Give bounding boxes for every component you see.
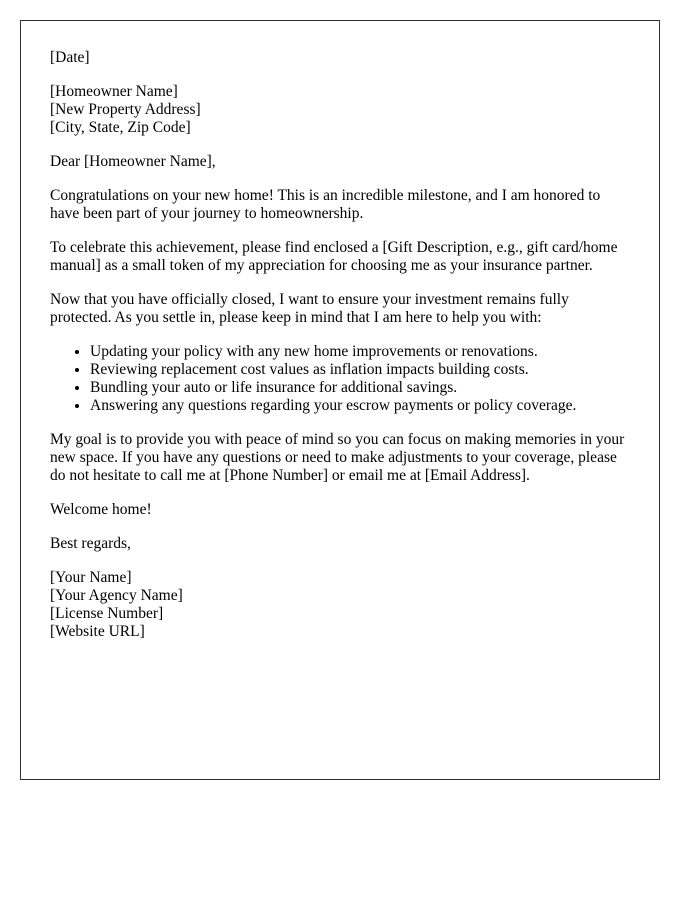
closing-line: Best regards, — [50, 535, 131, 552]
letter-date: [Date] — [50, 49, 90, 66]
list-item: • Reviewing replacement cost values as inflation impacts building costs. — [90, 361, 630, 379]
recipient-address: [New Property Address] — [50, 101, 201, 118]
list-item: • Bundling your auto or life insurance for additional savings. — [90, 379, 630, 397]
signature-block — [50, 569, 630, 641]
protection-paragraph: Now that you have officially closed, I want to ensure your investment remains fully protected. As you settle in, please keep in mind that I am here to help you with: — [50, 291, 569, 326]
letter-page — [20, 20, 660, 780]
welcome-line: Welcome home! — [50, 501, 152, 518]
signature-website: [Website URL] — [50, 623, 145, 640]
gift-paragraph: To celebrate this achievement, please find enclosed a [Gift Description, e.g., gift card/home manual] as a small token of my appreciation for choosing me as your insurance partner. — [50, 239, 618, 274]
signature-name: [Your Name] — [50, 569, 132, 586]
services-list — [50, 343, 630, 415]
goal-paragraph: My goal is to provide you with peace of mind so you can focus on making memories in your new space. If you have any questions or need to make adjustments to your coverage, please do not hesitate to call me at [Phone Number] or email me at [Email Address]. — [50, 431, 625, 484]
signature-agency: [Your Agency Name] — [50, 587, 183, 604]
recipient-city-state-zip: [City, State, Zip Code] — [50, 119, 191, 136]
congratulations-paragraph: Congratulations on your new home! This is an incredible milestone, and I am honored to have been part of your journey to homeownership. — [50, 187, 601, 222]
recipient-block — [50, 83, 630, 137]
list-item: • Answering any questions regarding your escrow payments or policy coverage. — [90, 397, 630, 415]
list-item: • Updating your policy with any new home improvements or renovations. — [90, 343, 630, 361]
salutation: Dear [Homeowner Name], — [50, 153, 216, 170]
signature-license: [License Number] — [50, 605, 164, 622]
recipient-name: [Homeowner Name] — [50, 83, 178, 100]
